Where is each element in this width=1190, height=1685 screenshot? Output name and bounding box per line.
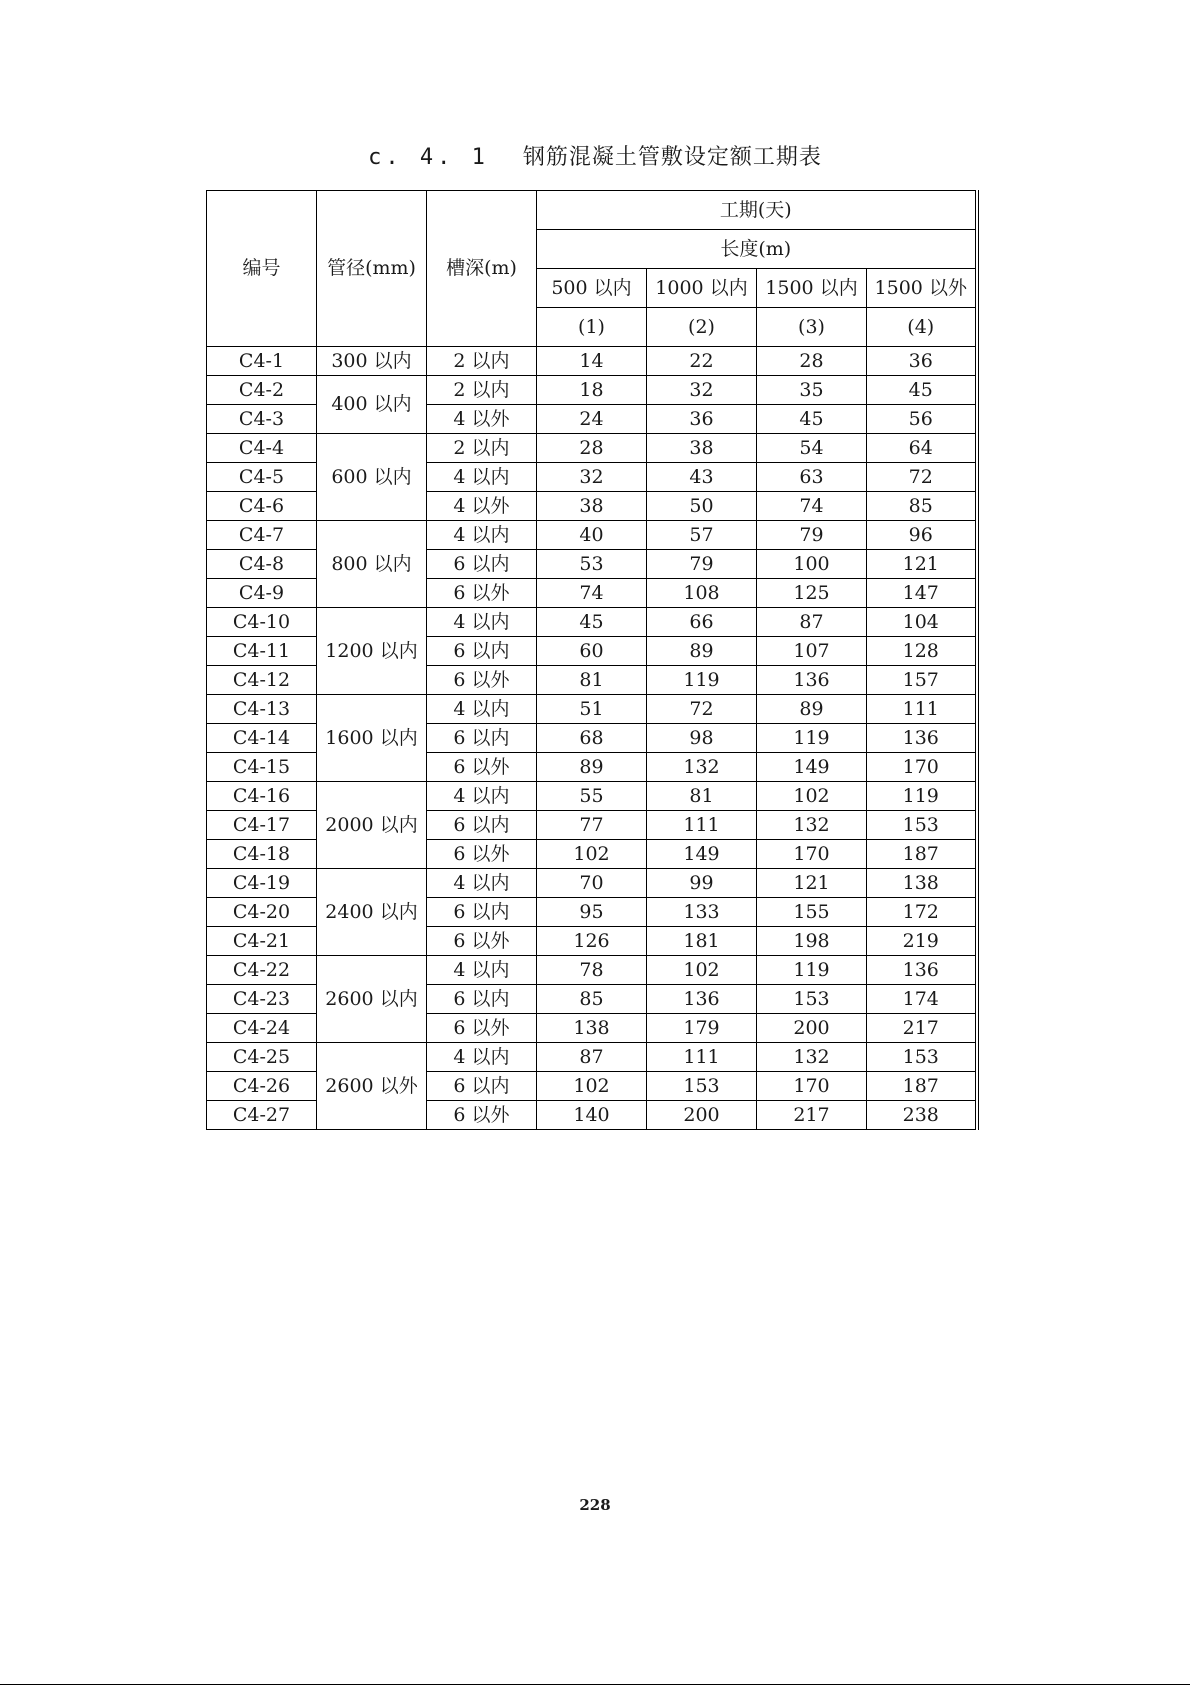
cell-period-4: 121 [867, 550, 977, 579]
cell-period-4: 104 [867, 608, 977, 637]
cell-period-4: 153 [867, 1043, 977, 1072]
cell-id: C4-22 [207, 956, 317, 985]
cell-diameter: 600 以内 [317, 434, 427, 521]
cell-period-3: 100 [757, 550, 867, 579]
cell-period-2: 179 [647, 1014, 757, 1043]
cell-period-4: 136 [867, 724, 977, 753]
cell-period-4: 157 [867, 666, 977, 695]
cell-depth: 6 以内 [427, 1072, 537, 1101]
cell-diameter: 2600 以外 [317, 1043, 427, 1130]
cell-id: C4-13 [207, 695, 317, 724]
cell-depth: 6 以内 [427, 811, 537, 840]
cell-period-4: 238 [867, 1101, 977, 1130]
cell-period-2: 79 [647, 550, 757, 579]
cell-period-1: 78 [537, 956, 647, 985]
cell-id: C4-19 [207, 869, 317, 898]
cell-period-4: 119 [867, 782, 977, 811]
header-index-4: (4) [867, 308, 977, 347]
cell-period-4: 187 [867, 840, 977, 869]
header-diameter: 管径(mm) [317, 191, 427, 347]
cell-id: C4-25 [207, 1043, 317, 1072]
cell-period-4: 96 [867, 521, 977, 550]
cell-depth: 6 以外 [427, 753, 537, 782]
cell-depth: 4 以内 [427, 521, 537, 550]
cell-period-3: 198 [757, 927, 867, 956]
cell-period-4: 136 [867, 956, 977, 985]
cell-depth: 6 以内 [427, 637, 537, 666]
cell-id: C4-12 [207, 666, 317, 695]
cell-depth: 2 以内 [427, 347, 537, 376]
cell-id: C4-14 [207, 724, 317, 753]
cell-period-2: 38 [647, 434, 757, 463]
cell-period-4: 128 [867, 637, 977, 666]
cell-depth: 4 以内 [427, 463, 537, 492]
table-title [0, 140, 1190, 171]
cell-period-1: 70 [537, 869, 647, 898]
header-index-3: (3) [757, 308, 867, 347]
cell-period-1: 140 [537, 1101, 647, 1130]
page-number: 228 [579, 1496, 611, 1514]
cell-period-2: 89 [647, 637, 757, 666]
cell-id: C4-8 [207, 550, 317, 579]
cell-depth: 6 以内 [427, 550, 537, 579]
cell-id: C4-21 [207, 927, 317, 956]
cell-period-2: 81 [647, 782, 757, 811]
cell-period-4: 174 [867, 985, 977, 1014]
cell-period-2: 72 [647, 695, 757, 724]
header-index-2: (2) [647, 308, 757, 347]
cell-depth: 6 以外 [427, 1014, 537, 1043]
cell-period-3: 54 [757, 434, 867, 463]
cell-depth: 4 以内 [427, 956, 537, 985]
cell-period-3: 155 [757, 898, 867, 927]
cell-period-4: 64 [867, 434, 977, 463]
cell-period-1: 53 [537, 550, 647, 579]
cell-period-3: 119 [757, 724, 867, 753]
cell-depth: 6 以外 [427, 927, 537, 956]
cell-period-3: 132 [757, 811, 867, 840]
table-row [207, 1043, 977, 1072]
cell-period-2: 36 [647, 405, 757, 434]
cell-period-4: 217 [867, 1014, 977, 1043]
table-row [207, 869, 977, 898]
cell-id: C4-23 [207, 985, 317, 1014]
cell-period-1: 18 [537, 376, 647, 405]
cell-period-1: 55 [537, 782, 647, 811]
cell-period-1: 32 [537, 463, 647, 492]
header-depth: 槽深(m) [427, 191, 537, 347]
cell-period-1: 126 [537, 927, 647, 956]
table-row [207, 956, 977, 985]
cell-period-2: 111 [647, 811, 757, 840]
cell-id: C4-17 [207, 811, 317, 840]
cell-period-2: 181 [647, 927, 757, 956]
cell-id: C4-4 [207, 434, 317, 463]
cell-depth: 4 以内 [427, 869, 537, 898]
cell-id: C4-11 [207, 637, 317, 666]
cell-depth: 4 以内 [427, 1043, 537, 1072]
cell-id: C4-1 [207, 347, 317, 376]
cell-diameter: 800 以内 [317, 521, 427, 608]
cell-period-4: 219 [867, 927, 977, 956]
cell-id: C4-7 [207, 521, 317, 550]
cell-depth: 4 以内 [427, 695, 537, 724]
cell-period-2: 57 [647, 521, 757, 550]
cell-period-4: 36 [867, 347, 977, 376]
cell-period-4: 172 [867, 898, 977, 927]
cell-period-1: 24 [537, 405, 647, 434]
cell-diameter: 2600 以内 [317, 956, 427, 1043]
cell-id: C4-5 [207, 463, 317, 492]
cell-depth: 6 以外 [427, 1101, 537, 1130]
cell-period-4: 111 [867, 695, 977, 724]
cell-period-3: 121 [757, 869, 867, 898]
cell-period-3: 87 [757, 608, 867, 637]
cell-depth: 6 以内 [427, 985, 537, 1014]
cell-depth: 2 以内 [427, 376, 537, 405]
cell-period-2: 98 [647, 724, 757, 753]
cell-period-2: 66 [647, 608, 757, 637]
cell-id: C4-24 [207, 1014, 317, 1043]
table-row [207, 695, 977, 724]
schedule-table-container [206, 190, 979, 1130]
cell-period-3: 89 [757, 695, 867, 724]
cell-period-2: 200 [647, 1101, 757, 1130]
cell-period-1: 68 [537, 724, 647, 753]
cell-depth: 6 以外 [427, 579, 537, 608]
cell-id: C4-9 [207, 579, 317, 608]
cell-diameter: 400 以内 [317, 376, 427, 434]
table-code: c. 4. 1 [368, 145, 489, 170]
table-row [207, 434, 977, 463]
cell-depth: 4 以外 [427, 492, 537, 521]
cell-period-3: 132 [757, 1043, 867, 1072]
cell-period-3: 63 [757, 463, 867, 492]
cell-period-2: 50 [647, 492, 757, 521]
cell-period-1: 28 [537, 434, 647, 463]
cell-period-1: 87 [537, 1043, 647, 1072]
cell-period-3: 125 [757, 579, 867, 608]
cell-period-3: 45 [757, 405, 867, 434]
header-length-3: 1500 以内 [757, 269, 867, 308]
cell-period-4: 85 [867, 492, 977, 521]
cell-period-2: 22 [647, 347, 757, 376]
cell-id: C4-2 [207, 376, 317, 405]
cell-period-2: 149 [647, 840, 757, 869]
cell-depth: 4 以外 [427, 405, 537, 434]
cell-depth: 6 以外 [427, 840, 537, 869]
cell-id: C4-16 [207, 782, 317, 811]
cell-depth: 6 以内 [427, 724, 537, 753]
cell-id: C4-6 [207, 492, 317, 521]
cell-depth: 4 以内 [427, 782, 537, 811]
cell-period-4: 72 [867, 463, 977, 492]
cell-period-1: 45 [537, 608, 647, 637]
table-row [207, 521, 977, 550]
cell-period-2: 43 [647, 463, 757, 492]
cell-period-1: 40 [537, 521, 647, 550]
cell-period-3: 35 [757, 376, 867, 405]
cell-period-2: 132 [647, 753, 757, 782]
cell-period-1: 60 [537, 637, 647, 666]
cell-period-1: 14 [537, 347, 647, 376]
cell-period-2: 102 [647, 956, 757, 985]
cell-period-3: 149 [757, 753, 867, 782]
cell-period-2: 133 [647, 898, 757, 927]
cell-period-4: 147 [867, 579, 977, 608]
table-body [207, 347, 977, 1130]
cell-period-2: 32 [647, 376, 757, 405]
cell-diameter: 1600 以内 [317, 695, 427, 782]
cell-period-2: 99 [647, 869, 757, 898]
cell-diameter: 300 以内 [317, 347, 427, 376]
cell-period-4: 138 [867, 869, 977, 898]
cell-period-2: 108 [647, 579, 757, 608]
cell-period-1: 102 [537, 1072, 647, 1101]
header-index-1: (1) [537, 308, 647, 347]
header-id: 编号 [207, 191, 317, 347]
cell-period-3: 170 [757, 840, 867, 869]
table-row [207, 608, 977, 637]
header-length-2: 1000 以内 [647, 269, 757, 308]
cell-period-1: 81 [537, 666, 647, 695]
cell-depth: 6 以内 [427, 898, 537, 927]
cell-period-3: 74 [757, 492, 867, 521]
cell-period-3: 28 [757, 347, 867, 376]
header-period: 工期(天) [537, 191, 977, 230]
cell-period-4: 56 [867, 405, 977, 434]
cell-period-4: 187 [867, 1072, 977, 1101]
cell-id: C4-27 [207, 1101, 317, 1130]
table-title-text: 钢筋混凝土管敷设定额工期表 [522, 145, 822, 170]
header-length: 长度(m) [537, 230, 977, 269]
cell-depth: 2 以内 [427, 434, 537, 463]
cell-period-1: 89 [537, 753, 647, 782]
cell-period-1: 102 [537, 840, 647, 869]
cell-period-3: 136 [757, 666, 867, 695]
cell-period-3: 119 [757, 956, 867, 985]
cell-period-1: 95 [537, 898, 647, 927]
header-length-1: 500 以内 [537, 269, 647, 308]
cell-id: C4-3 [207, 405, 317, 434]
schedule-table [206, 190, 979, 1130]
cell-period-4: 170 [867, 753, 977, 782]
cell-period-1: 51 [537, 695, 647, 724]
cell-period-1: 38 [537, 492, 647, 521]
cell-period-4: 153 [867, 811, 977, 840]
cell-period-1: 77 [537, 811, 647, 840]
cell-period-3: 79 [757, 521, 867, 550]
cell-period-3: 170 [757, 1072, 867, 1101]
table-row [207, 376, 977, 405]
cell-depth: 4 以内 [427, 608, 537, 637]
cell-period-3: 102 [757, 782, 867, 811]
cell-period-1: 74 [537, 579, 647, 608]
cell-id: C4-26 [207, 1072, 317, 1101]
table-row [207, 347, 977, 376]
cell-period-1: 138 [537, 1014, 647, 1043]
header-length-4: 1500 以外 [867, 269, 977, 308]
cell-period-4: 45 [867, 376, 977, 405]
cell-period-3: 217 [757, 1101, 867, 1130]
cell-id: C4-18 [207, 840, 317, 869]
cell-diameter: 2400 以内 [317, 869, 427, 956]
cell-id: C4-20 [207, 898, 317, 927]
cell-id: C4-10 [207, 608, 317, 637]
cell-period-1: 85 [537, 985, 647, 1014]
cell-period-2: 136 [647, 985, 757, 1014]
cell-period-2: 119 [647, 666, 757, 695]
table-row [207, 782, 977, 811]
cell-id: C4-15 [207, 753, 317, 782]
cell-period-2: 111 [647, 1043, 757, 1072]
cell-period-2: 153 [647, 1072, 757, 1101]
cell-diameter: 2000 以内 [317, 782, 427, 869]
cell-period-3: 153 [757, 985, 867, 1014]
cell-depth: 6 以外 [427, 666, 537, 695]
cell-period-3: 200 [757, 1014, 867, 1043]
cell-diameter: 1200 以内 [317, 608, 427, 695]
cell-period-3: 107 [757, 637, 867, 666]
